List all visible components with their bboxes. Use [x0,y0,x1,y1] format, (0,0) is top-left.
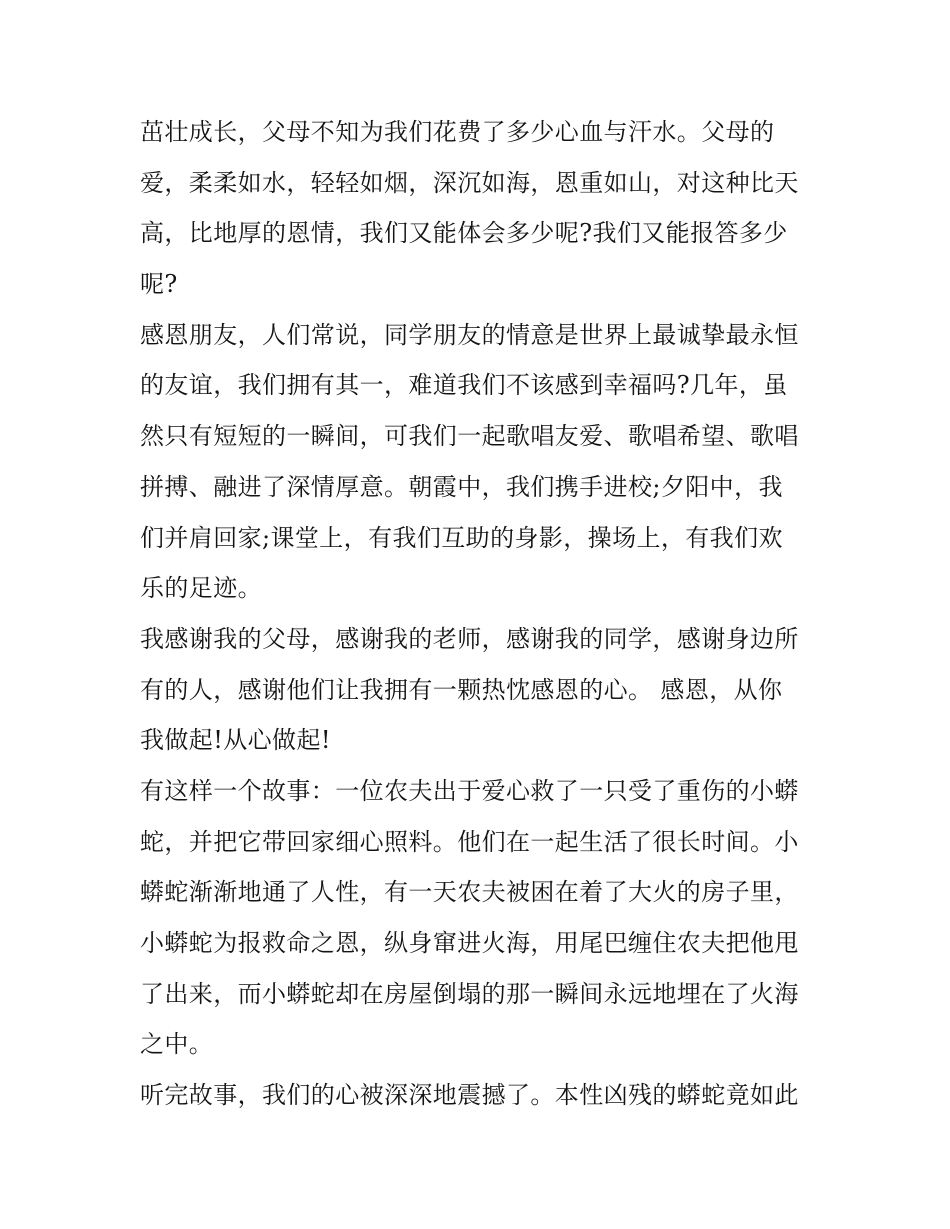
text-line-1: 茁壮成长，父母不知为我们花费了多少心血与汗水。父母的 [140,118,775,146]
text-line-8: 拼搏、融进了深情厚意。朝霞中，我们携手进校;夕阳中，我 [140,472,783,501]
text-line-7: 然只有短短的一瞬间，可我们一起歌唱友爱、歌唱希望、歌唱 [140,422,799,451]
text-line-18: 了出来，而小蟒蛇却在房屋倒塌的那一瞬间永远地埋在了火海 [140,979,799,1008]
text-line-2: 爱，柔柔如水，轻轻如烟，深沉如海，恩重如山，对这种比天 [140,168,799,197]
text-line-20: 听完故事，我们的心被深深地震撼了。本性凶残的蟒蛇竟如此 [140,1081,799,1110]
text-line-14: 有这样一个故事：一位农夫出于爱心救了一只受了重伤的小蟒 [140,776,799,805]
text-line-6: 的友谊，我们拥有其一，难道我们不该感到幸福吗?几年，虽 [140,371,788,400]
document-body [140,107,825,1121]
text-line-15: 蛇，并把它带回家细心照料。他们在一起生活了很长时间。小 [140,827,799,856]
text-line-17: 小蟒蛇为报救命之恩，纵身窜进火海，用尾巴缠住农夫把他甩 [140,929,799,957]
text-line-19: 之中。 [140,1030,214,1059]
text-line-4: 呢? [140,270,178,299]
text-line-10: 乐的足迹。 [140,574,262,603]
text-line-16: 蟒蛇渐渐地通了人性，有一天农夫被困在着了大火的房子里， [140,878,799,907]
text-line-11: 我感谢我的父母，感谢我的老师，感谢我的同学，感谢身边所 [140,624,799,653]
text-line-12: 有的人，感谢他们让我拥有一颗热忱感恩的心。 感恩，从你 [140,675,783,704]
text-line-5: 感恩朋友，人们常说，同学朋友的情意是世界上最诚挚最永恒 [140,320,799,349]
text-line-13: 我做起!从心做起! [140,726,331,755]
text-line-3: 高，比地厚的恩情，我们又能体会多少呢?我们又能报答多少 [140,219,788,248]
text-line-9: 们并肩回家;课堂上，有我们互助的身影，操场上，有我们欢 [140,523,783,552]
